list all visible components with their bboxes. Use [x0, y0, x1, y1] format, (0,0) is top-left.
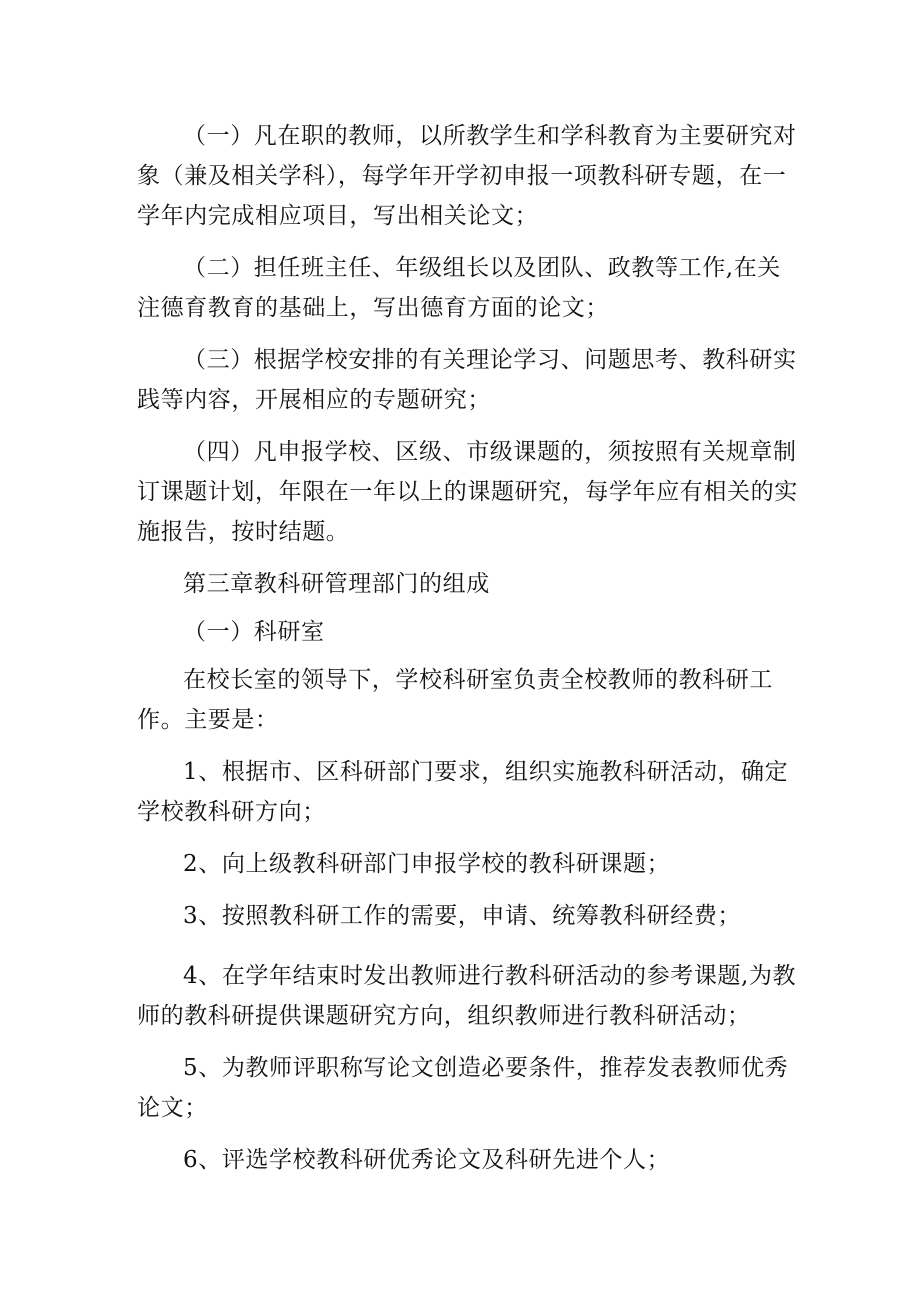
paragraph-office-intro: 在校长室的领导下，学校科研室负责全校教师的教科研工作。主要是：: [137, 667, 773, 733]
chapter-heading: 第三章教科研管理部门的组成: [183, 571, 490, 597]
list-item-5: 5、为教师评职称写论文创造必要条件，推荐发表教师优秀论文；: [137, 1055, 789, 1121]
list-item-3: 3、按照教科研工作的需要，申请、统筹教科研经费；: [183, 903, 742, 929]
paragraph-research-duty-4: （四）凡申报学校、区级、市级课题的，须按照有关规章制订课题计划，年限在一年以上的课题研究，每学年应有相关的实施报告，按时结题。: [137, 439, 798, 545]
list-item-2: 2、向上级教科研部门申报学校的教科研课题；: [183, 851, 671, 877]
paragraph-research-duty-3: （三）根据学校安排的有关理论学习、问题思考、教科研实践等内容，开展相应的专题研究；: [137, 347, 797, 413]
list-item-6: 6、评选学校教科研优秀论文及科研先进个人；: [183, 1147, 671, 1173]
paragraph-research-duty-2: （二）担任班主任、年级组长以及团队、政教等工作,在关注德育教育的基础上，写出德育方面的论文；: [137, 255, 781, 321]
paragraph-research-duty-1: （一）凡在职的教师，以所教学生和学科教育为主要研究对象（兼及相关学科），每学年开学初申报一项教科研专题，在一学年内完成相应项目，写出相关论文；: [137, 123, 797, 229]
section-heading-research-office: （一）科研室: [183, 619, 325, 645]
list-item-1: 1、根据市、区科研部门要求，组织实施教科研活动，确定学校教科研方向；: [137, 759, 789, 825]
list-item-4: 4、在学年结束时发出教师进行教科研活动的参考课题,为教师的教科研提供课题研究方向，组织教师进行教科研活动；: [137, 963, 797, 1029]
document-body: [137, 116, 803, 1192]
